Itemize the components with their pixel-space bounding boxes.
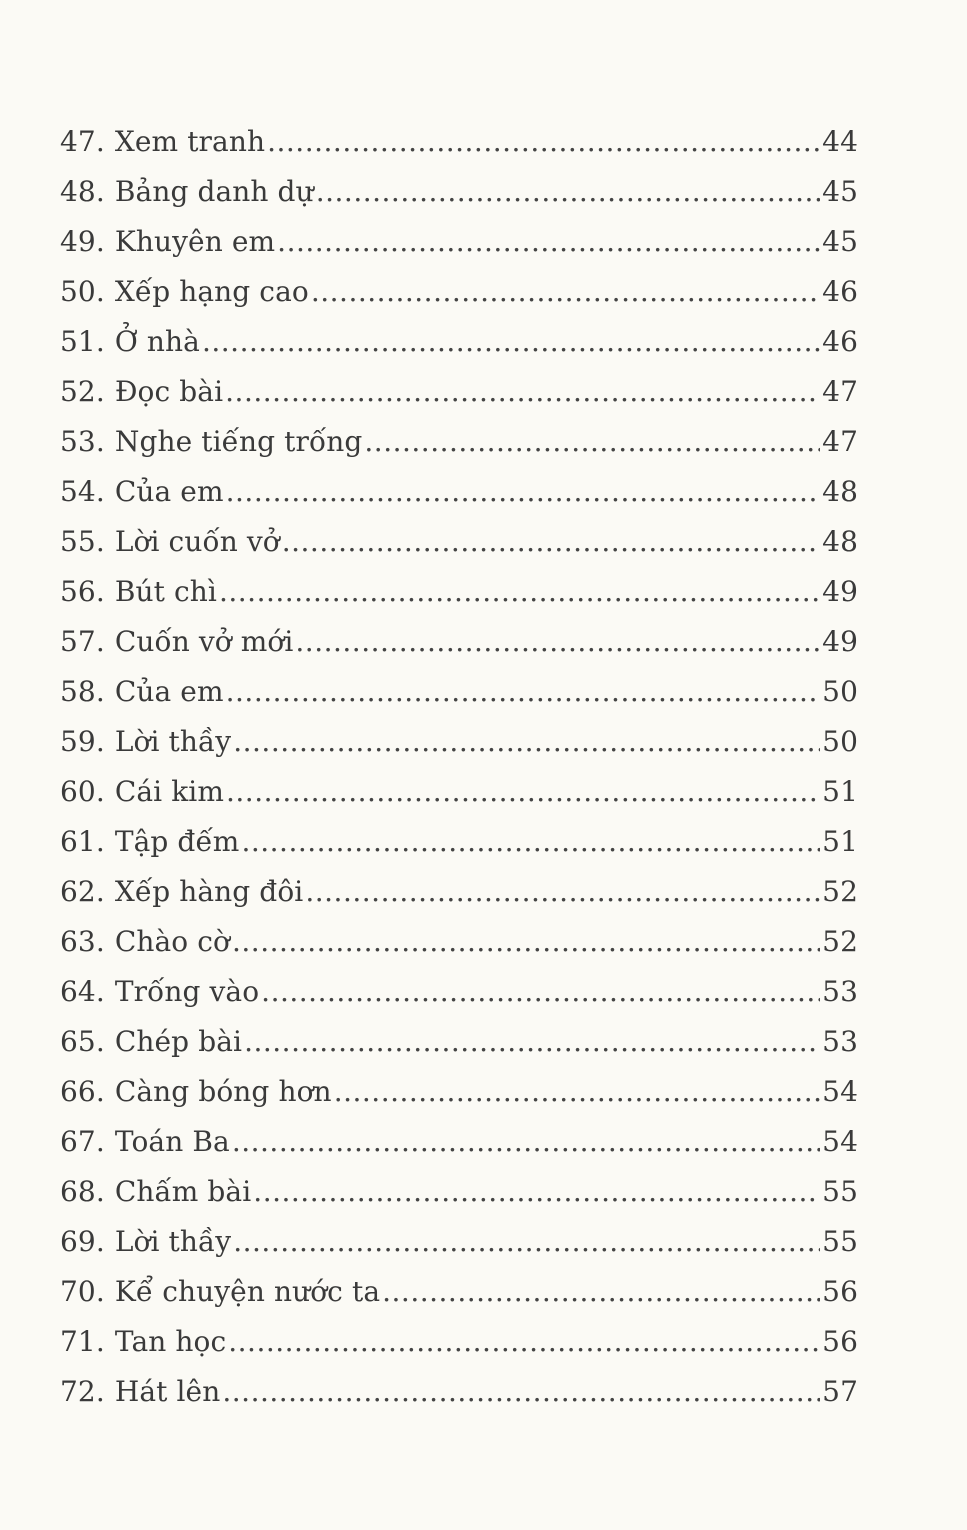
- entry-number: 63.: [60, 925, 105, 958]
- entry-number: 71.: [60, 1325, 105, 1358]
- dot-leader: [233, 717, 820, 767]
- toc-entry: [60, 967, 858, 1017]
- toc-entry: [60, 567, 858, 617]
- entry-number: 58.: [60, 675, 105, 708]
- entry-page-number: 46: [822, 325, 858, 358]
- entry-page-number: 52: [822, 875, 858, 908]
- entry-page-number: 55: [822, 1175, 858, 1208]
- entry-number: 53.: [60, 425, 105, 458]
- entry-number: 55.: [60, 525, 105, 558]
- entry-page-number: 47: [822, 425, 858, 458]
- entry-number: 69.: [60, 1225, 105, 1258]
- entry-page-number: 51: [822, 775, 858, 808]
- dot-leader: [226, 467, 821, 517]
- entry-title: Trống vào: [114, 975, 260, 1008]
- dot-leader: [305, 867, 820, 917]
- toc-entry: [60, 117, 858, 167]
- dot-leader: [244, 1017, 820, 1067]
- entry-page-number: 53: [822, 975, 858, 1008]
- dot-leader: [277, 217, 820, 267]
- entry-page-number: 46: [822, 275, 858, 308]
- entry-number: 60.: [60, 775, 105, 808]
- toc-entry: [60, 517, 858, 567]
- entry-title: Chấm bài: [114, 1175, 252, 1208]
- entry-title: Tan học: [114, 1325, 227, 1358]
- entry-number: 48.: [60, 175, 105, 208]
- dot-leader: [295, 617, 820, 667]
- toc-entry: [60, 1067, 858, 1117]
- entry-title: Ở nhà: [114, 325, 200, 358]
- dot-leader: [219, 567, 820, 617]
- entry-number: 72.: [60, 1375, 105, 1408]
- dot-leader: [316, 167, 820, 217]
- dot-leader: [233, 1217, 820, 1267]
- entry-page-number: 51: [822, 825, 858, 858]
- dot-leader: [334, 1067, 820, 1117]
- entry-title: Lời thầy: [114, 725, 232, 758]
- entry-number: 64.: [60, 975, 105, 1008]
- entry-title: Chào cờ: [114, 925, 230, 958]
- entry-page-number: 55: [822, 1225, 858, 1258]
- entry-number: 68.: [60, 1175, 105, 1208]
- entry-title: Hát lên: [114, 1375, 221, 1408]
- entry-number: 52.: [60, 375, 105, 408]
- entry-number: 51.: [60, 325, 105, 358]
- entry-title: Lời cuốn vở: [114, 525, 280, 558]
- entry-number: 67.: [60, 1125, 105, 1158]
- entry-title: Tập đếm: [114, 825, 240, 858]
- dot-leader: [282, 517, 820, 567]
- entry-title: Càng bóng hơn: [114, 1075, 332, 1108]
- toc-entry: [60, 267, 858, 317]
- dot-leader: [228, 1317, 820, 1367]
- table-of-contents: [60, 117, 858, 1417]
- dot-leader: [261, 967, 820, 1017]
- entry-number: 70.: [60, 1275, 105, 1308]
- entry-page-number: 45: [822, 175, 858, 208]
- dot-leader: [382, 1267, 820, 1317]
- entry-number: 54.: [60, 475, 105, 508]
- entry-title: Cuốn vở mới: [114, 625, 294, 658]
- toc-entry: [60, 1167, 858, 1217]
- toc-entry: [60, 167, 858, 217]
- dot-leader: [226, 667, 821, 717]
- entry-title: Xếp hàng đôi: [114, 875, 304, 908]
- entry-number: 59.: [60, 725, 105, 758]
- entry-page-number: 47: [822, 375, 858, 408]
- dot-leader: [267, 117, 820, 167]
- dot-leader: [226, 767, 820, 817]
- entry-title: Lời thầy: [114, 1225, 232, 1258]
- entry-title: Toán Ba: [114, 1125, 230, 1158]
- entry-page-number: 52: [822, 925, 858, 958]
- entry-title: Bút chì: [114, 575, 217, 608]
- toc-entry: [60, 867, 858, 917]
- toc-entry: [60, 1267, 858, 1317]
- entry-title: Của em: [114, 475, 224, 508]
- dot-leader: [253, 1167, 820, 1217]
- entry-title: Đọc bài: [114, 375, 224, 408]
- entry-page-number: 50: [822, 725, 858, 758]
- entry-number: 50.: [60, 275, 105, 308]
- toc-entry: [60, 217, 858, 267]
- toc-entry: [60, 1117, 858, 1167]
- entry-page-number: 53: [822, 1025, 858, 1058]
- toc-entry: [60, 317, 858, 367]
- toc-entry: [60, 367, 858, 417]
- toc-entry: [60, 817, 858, 867]
- dot-leader: [364, 417, 820, 467]
- toc-entry: [60, 1367, 858, 1417]
- entry-page-number: 56: [822, 1275, 858, 1308]
- dot-leader: [311, 267, 820, 317]
- entry-page-number: 56: [822, 1325, 858, 1358]
- entry-title: Kể chuyện nước ta: [114, 1275, 381, 1308]
- entry-title: Nghe tiếng trống: [114, 425, 363, 458]
- toc-entry: [60, 667, 858, 717]
- toc-entry: [60, 1317, 858, 1367]
- entry-page-number: 54: [822, 1125, 858, 1158]
- entry-number: 62.: [60, 875, 105, 908]
- entry-number: 65.: [60, 1025, 105, 1058]
- entry-title: Xếp hạng cao: [114, 275, 309, 308]
- dot-leader: [222, 1367, 820, 1417]
- entry-page-number: 54: [822, 1075, 858, 1108]
- entry-number: 57.: [60, 625, 105, 658]
- entry-title: Xem tranh: [114, 125, 266, 158]
- dot-leader: [232, 1117, 820, 1167]
- entry-title: Cái kim: [114, 775, 224, 808]
- entry-number: 56.: [60, 575, 105, 608]
- entry-number: 66.: [60, 1075, 105, 1108]
- toc-entry: [60, 617, 858, 667]
- dot-leader: [225, 367, 820, 417]
- toc-entry: [60, 767, 858, 817]
- toc-entry: [60, 717, 858, 767]
- entry-page-number: 49: [822, 575, 858, 608]
- dot-leader: [202, 317, 820, 367]
- entry-title: Khuyên em: [114, 225, 276, 258]
- entry-number: 49.: [60, 225, 105, 258]
- entry-page-number: 49: [822, 625, 858, 658]
- entry-page-number: 44: [822, 125, 858, 158]
- entry-page-number: 48: [822, 475, 858, 508]
- dot-leader: [241, 817, 820, 867]
- entry-title: Chép bài: [114, 1025, 243, 1058]
- entry-page-number: 50: [822, 675, 858, 708]
- toc-entry: [60, 467, 858, 517]
- entry-page-number: 48: [822, 525, 858, 558]
- entry-number: 47.: [60, 125, 105, 158]
- entry-title: Bảng danh dự: [114, 175, 314, 208]
- entry-number: 61.: [60, 825, 105, 858]
- toc-entry: [60, 1217, 858, 1267]
- toc-entry: [60, 1017, 858, 1067]
- dot-leader: [232, 917, 820, 967]
- entry-title: Của em: [114, 675, 224, 708]
- entry-page-number: 45: [822, 225, 858, 258]
- toc-entry: [60, 917, 858, 967]
- entry-page-number: 57: [822, 1375, 858, 1408]
- toc-entry: [60, 417, 858, 467]
